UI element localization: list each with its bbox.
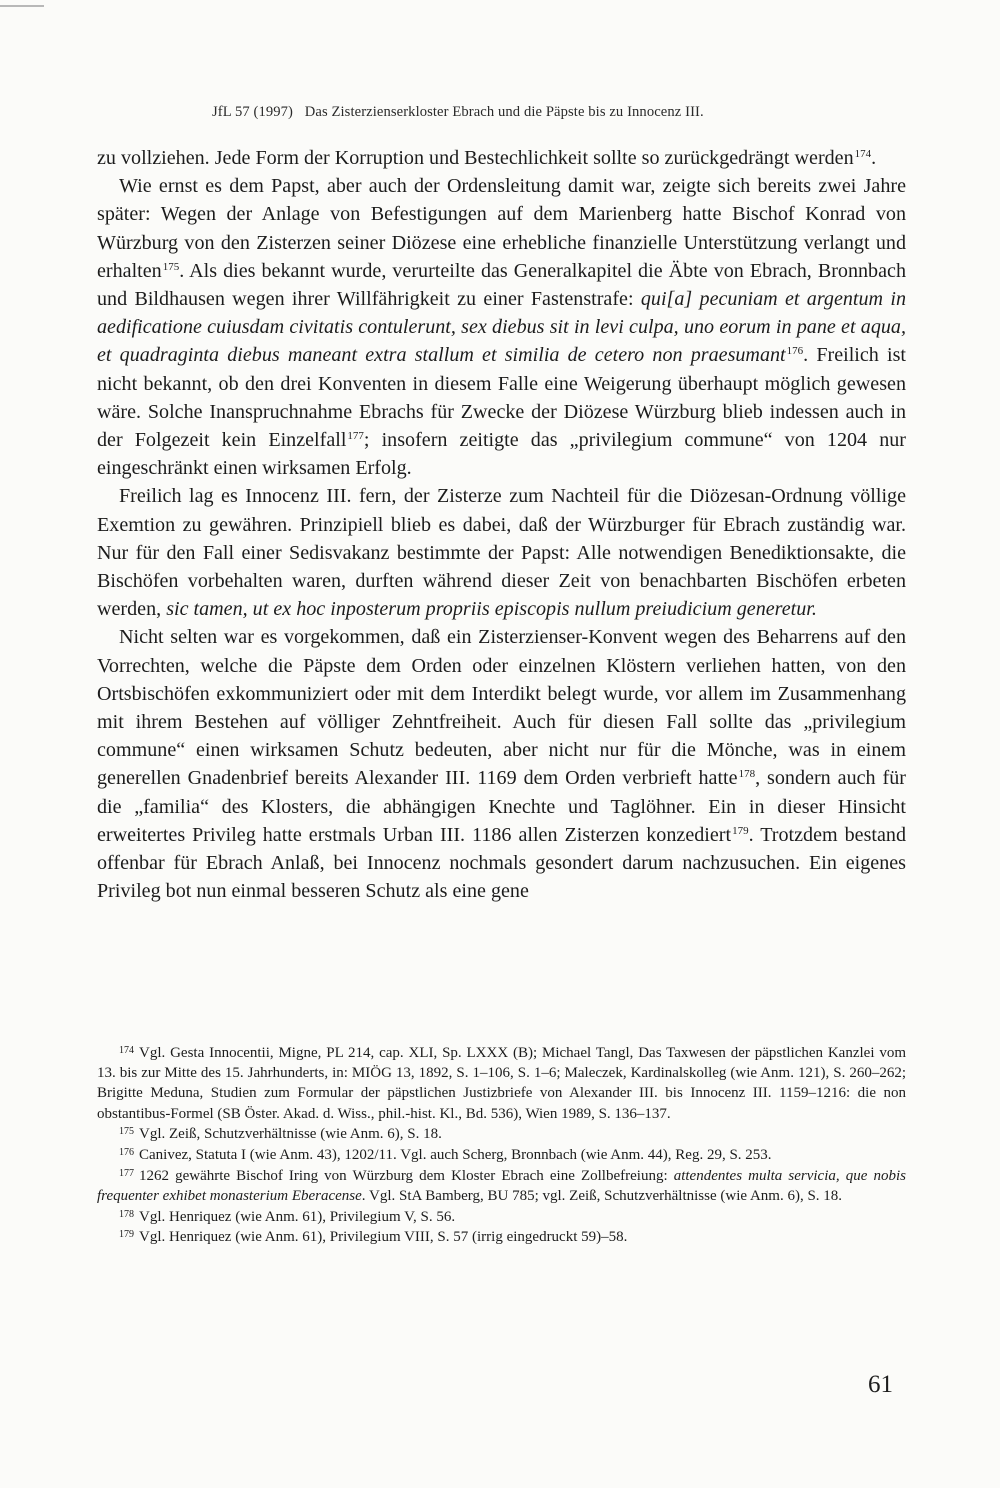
running-header (212, 104, 932, 121)
footnote-ref: 177 (347, 430, 364, 443)
footnote-text: Canivez, Statuta I (wie Anm. 43), 1202/11. Vgl. auch Scherg, Bronnbach (wie Anm. 44), Reg. 29, S. 253. (139, 1147, 772, 1164)
paragraph-text: Nicht selten war es vorgekommen, daß ein Zisterzienser-Konvent wegen des Beharrens auf den Vorrechten, welche die Päpste dem Orden oder einzelnen Klöstern verliehen hatten, von den Ortsbischöfen exkommuniziert oder mit dem Interdikt belegt wurde, vor allem im Zusammenhang mit ihrem Bestehen auf völliger Zehntfreiheit. Auch für diesen Fall sollte das „privilegium commune“ einen wirksamen Schutz bedeuten, aber nicht nur für die Mönche, was in einem generellen Gnadenbrief bereits Alexander III. 1169 dem Orden verbrieft hatte (97, 626, 906, 790)
footnote-177 (97, 1166, 906, 1206)
footnote-number: 176 (119, 1147, 134, 1159)
footnote-ref: 176 (786, 345, 804, 358)
footnote-number: 179 (119, 1229, 134, 1241)
paragraph-text: Freilich lag es Innocenz III. fern, der Zisterze zum Nachteil für die Diözesan-Ordnung völlige Exemtion zu gewähren. Prinzipiell blieb es dabei, daß der Würzburger für Ebrach zuständig war. Nur für den Fall einer Sedisvakanz bestimmte der Papst: Alle notwendigen Benediktionsakte, die Bischöfen vorbehalten waren, durften während dieser Zeit von benachbarten Bischöfen erbeten werden, (97, 485, 906, 621)
footnote-number: 175 (119, 1126, 134, 1138)
footnote-179 (97, 1227, 906, 1247)
footnote-text: Vgl. Henriquez (wie Anm. 61), Privilegium VIII, S. 57 (irrig eingedruckt 59)–58. (139, 1229, 628, 1246)
paragraph-text: Wie ernst es dem Papst, aber auch der Ordensleitung damit war, zeigte sich bereits zwei Jahre später: Wegen der Anlage von Befestigungen auf dem Marienberg hatte Bischof Konrad von Würzburg von den Zisterzen seiner Diözese eine erhebliche finanzielle Unterstützung verlangt und erhalten (97, 175, 906, 282)
footnote-174 (97, 1043, 906, 1124)
main-text (97, 144, 906, 905)
footnote-number: 178 (119, 1208, 134, 1220)
footnote-number: 177 (119, 1167, 134, 1179)
journal-reference: JfL 57 (1997) (212, 104, 294, 120)
paragraph-text: zu vollziehen. Jede Form der Korruption und Bestechlichkeit sollte so zurückgedrängt werden (97, 147, 854, 169)
footnote-ref: 174 (854, 148, 872, 160)
footnote-text: Vgl. Gesta Innocentii, Migne, PL 214, cap. XLI, Sp. LXXX (B); Michael Tangl, Das Taxwesen der päpstlichen Kanzlei vom 13. bis zur Mitte des 15. Jahrhunderts, in: MIÖG 13, 1892, S. 1–106, S. 1–6; Maleczek, Kardinalskolleg (wie Anm. 121), S. 260–262; Brigitte Meduna, Studien zum Formular der päpstlichen Justizbriefe von Alexander III. bis Innocenz III. 1159–1216: die non obstantibus-Formel (SB Öster. Akad. d. Wiss., phil.-hist. Kl., Bd. 536), Wien 1989, S. 136–137. (97, 1045, 906, 1122)
footnote-176 (97, 1145, 906, 1165)
page-number: 61 (868, 1371, 893, 1398)
footnote-text: Vgl. Henriquez (wie Anm. 61), Privilegium V, S. 56. (139, 1208, 456, 1225)
footnote-ref: 179 (732, 824, 749, 837)
footnotes (97, 1043, 906, 1248)
footnote-175 (97, 1124, 906, 1144)
footnote-text: 1262 gewährte Bischof Iring von Würzburg dem Kloster Ebrach eine Zollbefreiung: (139, 1167, 674, 1184)
paragraph-text: . Als dies bekannt wurde, verurteilte das Generalkapitel die Äbte von Ebrach, Bronnbach und Bildhausen wegen ihrer Willfährigkeit zu einer Fastenstrafe: (97, 259, 906, 311)
paragraph-3 (97, 482, 906, 623)
paragraph-text: , sondern auch für die „familia“ des Klosters, die abhängigen Knechte und Taglöhner. Ein in dieser Hinsicht erweitertes Privileg hatte erstmals Urban III. 1186 allen Zisterzen konzediert (97, 767, 906, 846)
footnote-178 (97, 1207, 906, 1227)
paragraph-text: . Freilich ist nicht bekannt, ob den drei Konventen in diesem Falle eine Weigerung überhaupt möglich gewesen wäre. Solche Inanspruchnahme Ebrachs für Zwecke der Diözese Würzburg blieb indessen auch in der Folgezeit kein Einzelfall (97, 344, 906, 452)
latin-quotation: qui[a] pecuniam et argentum in aedificatione cuiusdam civitatis contulerunt, sex diebus sit in levi culpa, uno eorum in pane et aqua, et quadraginta diebus maneant extra stallum et similia de cetero non praesumant (97, 288, 906, 367)
paragraph-text: . Trotzdem bestand offenbar für Ebrach Anlaß, bei Innocenz nochmals gesondert darum nachzusuchen. Ein eigenes Privileg bot nun einmal besseren Schutz als eine gene (97, 823, 906, 903)
paragraph-2 (97, 172, 906, 482)
paragraph-text: ; insofern zeitigte das „privilegium commune“ von 1204 nur eingeschränkt einen wirksamen Erfolg. (97, 429, 906, 480)
latin-quotation: sic tamen, ut ex hoc inposterum propriis episcopis nullum preiudicium generetur. (166, 598, 817, 621)
paragraph-text: . (871, 147, 877, 169)
footnote-text: Vgl. Zeiß, Schutzverhältnisse (wie Anm. 6), S. 18. (139, 1126, 442, 1143)
running-title: Das Zisterzienserkloster Ebrach und die Päpste bis zu Innocenz III. (304, 104, 704, 120)
footnote-latin-quotation: attendentes multa servicia, que nobis frequenter exhibet monasterium Eberacense (97, 1167, 906, 1204)
paragraph-1 (97, 144, 906, 172)
scan-edge-mark (0, 5, 44, 7)
footnote-ref: 178 (738, 768, 756, 781)
footnote-text: . Vgl. StA Bamberg, BU 785; vgl. Zeiß, Schutzverhältnisse (wie Anm. 6), S. 18. (361, 1187, 843, 1204)
footnote-number: 174 (119, 1045, 134, 1056)
footnote-ref: 175 (162, 260, 180, 273)
paragraph-4 (97, 623, 906, 905)
